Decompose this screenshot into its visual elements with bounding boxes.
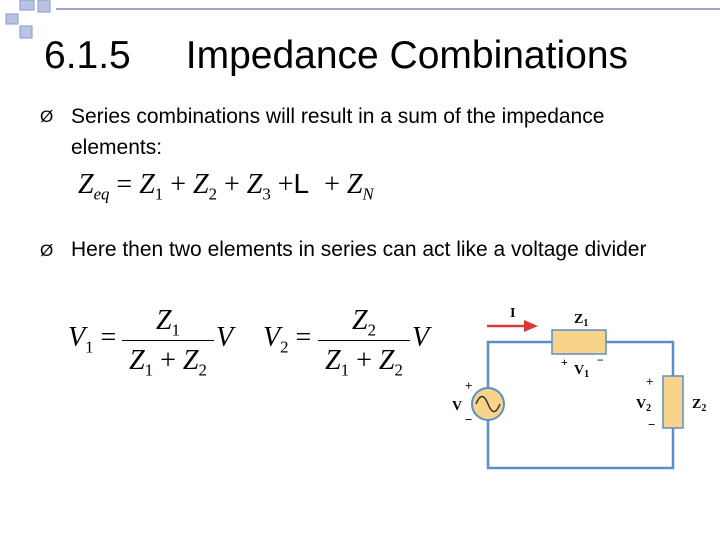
bullet-arrow-icon: Ø — [40, 107, 54, 126]
z2-component — [663, 376, 683, 428]
bullet-arrow-icon: Ø — [40, 241, 54, 260]
source-plus: + — [465, 378, 473, 393]
svg-text:V1: $V_1$ — [574, 363, 590, 380]
current-label: I — [510, 306, 516, 321]
section-number: 6.1.5 — [44, 34, 131, 77]
voltage-divider-circuit — [440, 300, 720, 475]
slide-title — [44, 34, 628, 78]
bullet-divider-text: Here then two elements in series can act like a voltage divider — [71, 238, 647, 261]
section-title: Impedance Combinations — [185, 34, 629, 77]
svg-text:V2: $V_2$ — [636, 397, 652, 414]
series-equation: $Z_{eq} = Z_1 + Z_2 + Z_3 +L + Z_N$ — [78, 168, 374, 204]
v1-plus: + — [561, 355, 568, 369]
v2-minus: − — [648, 417, 656, 432]
z2-label: Z — [692, 397, 702, 412]
bullet-series-text: Series combinations will result in a sum of the impedance elements: — [71, 105, 605, 159]
z1-label: Z — [574, 312, 584, 327]
source-label: V — [452, 399, 463, 414]
ac-source-icon — [472, 388, 504, 420]
svg-text:Z1: $Z_1$ — [574, 312, 589, 329]
source-minus: − — [465, 412, 473, 427]
z1-component — [552, 330, 606, 354]
current-arrow-icon — [487, 320, 538, 332]
v2-plus: + — [646, 374, 654, 389]
v2-label: V — [636, 397, 647, 412]
v1-label: V — [574, 363, 585, 378]
v1-minus: − — [597, 353, 604, 367]
svg-text:Z2: $Z_2$ — [692, 397, 707, 414]
